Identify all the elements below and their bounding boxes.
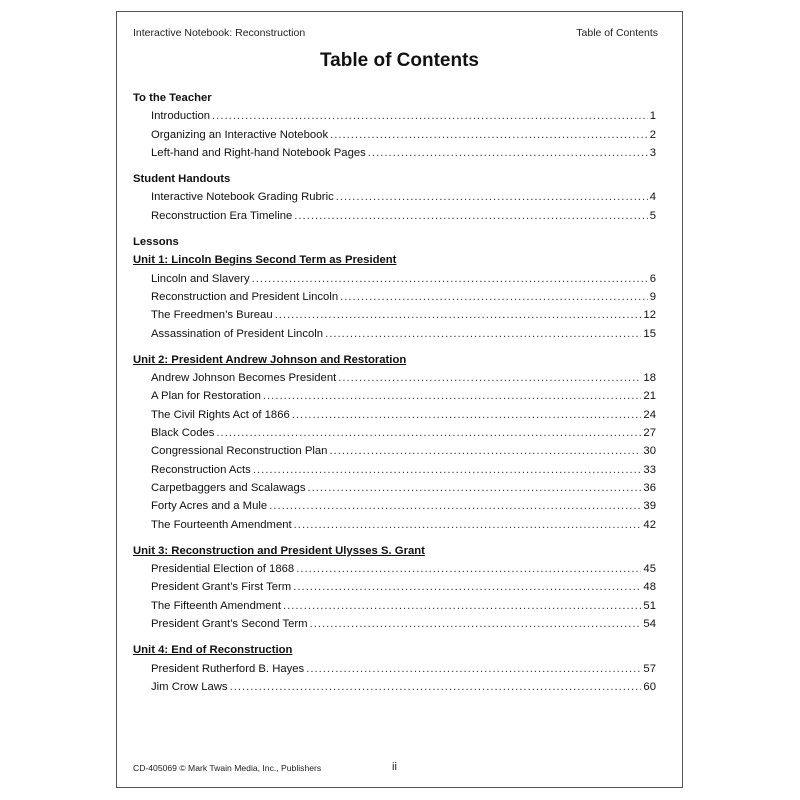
toc-entry-page: 30 <box>643 445 656 458</box>
toc-entry-label: Lincoln and Slavery <box>151 272 250 285</box>
dot-leader <box>253 461 642 479</box>
toc-entry-page: 15 <box>643 327 656 340</box>
toc-entry-label: Carpetbaggers and Scalawags <box>151 481 306 494</box>
toc-entry <box>133 288 658 306</box>
toc-entry-label: Reconstruction Era Timeline <box>151 209 293 222</box>
unit-heading-1: Unit 1: Lincoln Begins Second Term as President <box>133 254 397 267</box>
running-header <box>133 27 658 39</box>
toc-entry-label: Presidential Election of 1868 <box>151 563 295 576</box>
toc-entry-page: 39 <box>643 500 656 513</box>
dot-leader <box>368 144 648 162</box>
toc-entry-page: 21 <box>643 390 656 403</box>
toc-entry <box>133 479 658 497</box>
dot-leader <box>275 306 642 324</box>
toc-entry <box>133 597 658 615</box>
toc-entry <box>133 578 658 596</box>
toc-entry <box>133 107 658 125</box>
toc-entry-page: 12 <box>643 309 656 322</box>
toc-entry-page: 60 <box>643 680 656 693</box>
section-heading-student-handouts: Student Handouts <box>133 173 231 186</box>
page-title: Table of Contents <box>319 50 480 71</box>
toc-entry-page: 54 <box>643 618 656 631</box>
dot-leader <box>336 188 648 206</box>
toc-entry-page: 51 <box>643 599 656 612</box>
toc-entry-page: 42 <box>643 518 656 531</box>
dot-leader <box>212 107 648 125</box>
toc-entry-page: 18 <box>643 372 656 385</box>
dot-leader <box>340 288 648 306</box>
toc-entry-label: Left-hand and Right-hand Notebook Pages <box>151 146 366 159</box>
toc-entry <box>133 126 658 144</box>
toc-entry-page: 36 <box>643 481 656 494</box>
toc-entry-page: 33 <box>643 463 656 476</box>
toc-entry <box>133 387 658 405</box>
toc-entry-label: Reconstruction and President Lincoln <box>151 290 339 303</box>
dot-leader <box>292 406 642 424</box>
toc-entry-page: 57 <box>643 662 656 675</box>
toc-entry <box>133 270 658 288</box>
dot-leader <box>308 479 642 497</box>
toc-entry-label: Introduction <box>151 110 211 123</box>
toc-entry <box>133 660 658 678</box>
dot-leader <box>269 497 641 515</box>
toc-entry <box>133 442 658 460</box>
dot-leader <box>293 578 641 596</box>
toc-entry-page: 5 <box>649 209 656 222</box>
dot-leader <box>283 597 641 615</box>
toc-entry-page: 1 <box>649 110 656 123</box>
toc-entry <box>133 406 658 424</box>
toc-entry <box>133 306 658 324</box>
toc-entry <box>133 615 658 633</box>
toc-entry-page: 2 <box>649 128 656 141</box>
toc-entry-label: Interactive Notebook Grading Rubric <box>151 191 334 204</box>
footer-credit: CD-405069 © Mark Twain Media, Inc., Publishers <box>133 763 322 773</box>
toc-entry-label: President Grant’s First Term <box>151 581 292 594</box>
toc-entry-page: 4 <box>649 191 656 204</box>
toc-entry <box>133 560 658 578</box>
toc-entry-label: Assassination of President Lincoln <box>151 327 324 340</box>
toc-entry <box>133 325 658 343</box>
page-folio: ii <box>392 761 397 773</box>
toc-entry-label: Andrew Johnson Becomes President <box>151 372 337 385</box>
toc-entry-label: Forty Acres and a Mule <box>151 500 268 513</box>
toc-entry-label: The Fourteenth Amendment <box>151 518 292 531</box>
running-header-right: Table of Contents <box>576 27 658 39</box>
section-heading-to-the-teacher: To the Teacher <box>133 92 212 104</box>
section-heading-lessons: Lessons <box>133 236 179 249</box>
dot-leader <box>338 369 641 387</box>
toc-entry <box>133 424 658 442</box>
toc-entry-page: 6 <box>649 272 656 285</box>
toc-entry <box>133 461 658 479</box>
unit-heading-2: Unit 2: President Andrew Johnson and Restoration <box>133 353 407 366</box>
toc-entry <box>133 188 658 206</box>
toc-entry-page: 24 <box>643 408 656 421</box>
toc-entry <box>133 144 658 162</box>
toc-entry-label: Jim Crow Laws <box>151 680 228 693</box>
unit-heading-4: Unit 4: End of Reconstruction <box>133 644 293 657</box>
toc-entry <box>133 497 658 515</box>
dot-leader <box>216 424 641 442</box>
dot-leader <box>330 126 648 144</box>
dot-leader <box>294 207 647 225</box>
toc-entry-page: 9 <box>649 290 656 303</box>
toc-entry-label: Reconstruction Acts <box>151 463 251 476</box>
dot-leader <box>329 442 641 460</box>
toc-entry-label: Black Codes <box>151 427 215 440</box>
dot-leader <box>310 615 642 633</box>
toc-entry-label: Organizing an Interactive Notebook <box>151 128 329 141</box>
toc-entry-label: The Civil Rights Act of 1866 <box>151 408 290 421</box>
toc-entry <box>133 369 658 387</box>
toc-entry-page: 27 <box>643 427 656 440</box>
unit-heading-3: Unit 3: Reconstruction and President Ulysses S. Grant <box>133 544 425 557</box>
table-of-contents <box>133 89 658 696</box>
toc-entry <box>133 207 658 225</box>
dot-leader <box>252 270 648 288</box>
dot-leader <box>296 560 641 578</box>
toc-entry-page: 45 <box>643 563 656 576</box>
toc-entry-label: President Grant’s Second Term <box>151 618 308 631</box>
dot-leader <box>230 678 642 696</box>
running-header-left: Interactive Notebook: Reconstruction <box>133 27 306 39</box>
dot-leader <box>263 387 642 405</box>
toc-entry-page: 3 <box>649 146 656 159</box>
toc-entry-label: The Fifteenth Amendment <box>151 599 281 612</box>
toc-entry-label: Congressional Reconstruction Plan <box>151 445 328 458</box>
dot-leader <box>306 660 641 678</box>
toc-entry <box>133 678 658 696</box>
dot-leader <box>325 325 641 343</box>
dot-leader <box>294 516 642 534</box>
toc-entry <box>133 516 658 534</box>
toc-entry-label: The Freedmen’s Bureau <box>151 309 273 322</box>
toc-entry-page: 48 <box>643 581 656 594</box>
toc-entry-label: A Plan for Restoration <box>151 390 261 403</box>
toc-entry-label: President Rutherford B. Hayes <box>151 662 305 675</box>
